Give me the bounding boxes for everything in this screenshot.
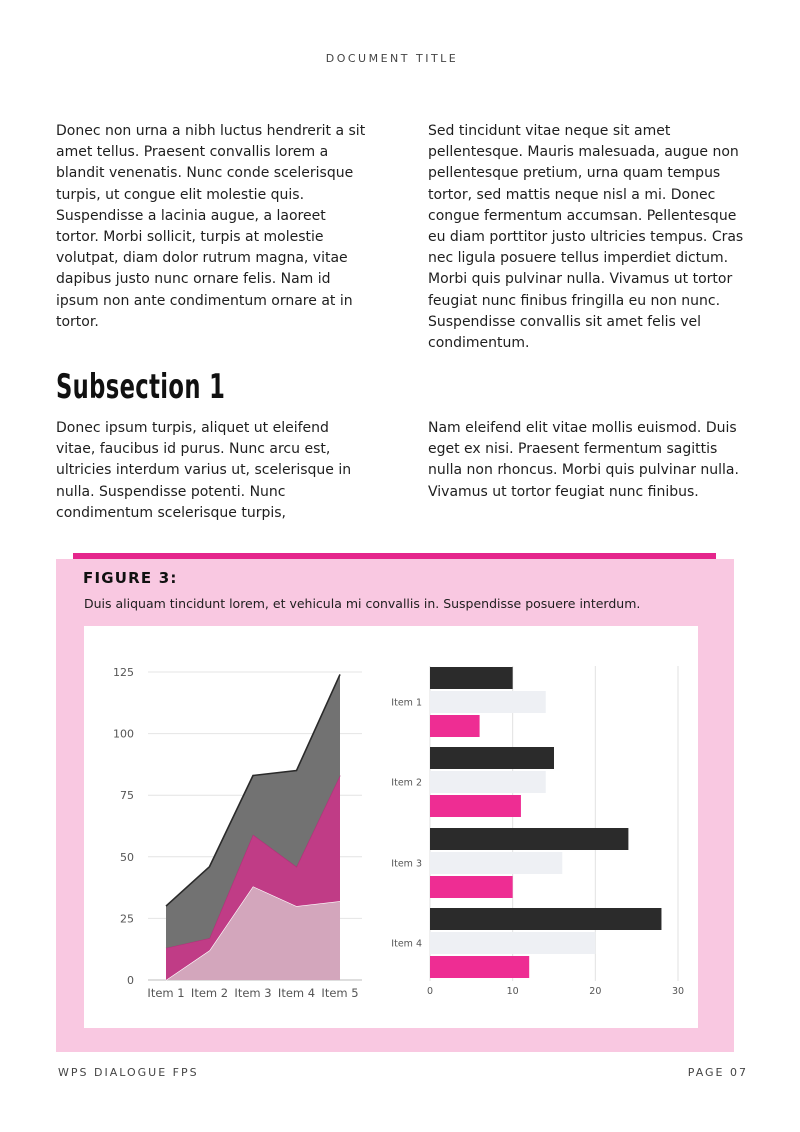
body-paragraph: Nam eleifend elit vitae mollis euismod. Duis eget ex nisi. Praesent fermentum sagittis nulla non rhoncus. Morbi quis pulvinar nulla. Vivamus ut tortor feugiat nunc finibus. bbox=[428, 420, 739, 500]
document-title: DOCUMENT TITLE bbox=[325, 52, 459, 65]
figure-panel bbox=[56, 559, 734, 1052]
bar-item-2-series-3 bbox=[430, 795, 521, 817]
left-column-top bbox=[56, 121, 368, 333]
y-tick-label: 50 bbox=[120, 850, 134, 864]
y-tick-label: 0 bbox=[127, 974, 134, 987]
bar-item-4-series-2 bbox=[430, 932, 595, 954]
x-tick-label: Item 4 bbox=[277, 986, 316, 1000]
bar-item-3-series-2 bbox=[430, 852, 562, 874]
left-column-bottom bbox=[56, 418, 368, 524]
bar-item-1-series-2 bbox=[430, 691, 546, 713]
y-tick-label: Item 4 bbox=[391, 938, 422, 950]
body-paragraph: Sed tincidunt vitae neque sit amet pellentesque. Mauris malesuada, augue non pellentesque pretium, urna quam tempus tortor, sed mattis neque nisl a mi. Donec congue fermentum accumsan. Pellentesque eu diam porttitor justo ultricies tempus. Cras nec ligula posuere tellus imperdiet dictum. Morbi quis pulvinar nulla. Vivamus ut tortor feugiat nunc finibus fringilla eu non nunc. Suspendisse convallis sit amet felis vel condimentum. bbox=[428, 123, 744, 352]
bar-chart bbox=[384, 626, 698, 1028]
body-paragraph: Donec ipsum turpis, aliquet ut eleifend vitae, faucibus id purus. Nunc arcu est, ultricies interdum varius ut, scelerisque in nulla. Suspendisse potenti. Nunc condimentum scelerisque turpis, bbox=[56, 420, 352, 521]
body-paragraph: Donec non urna a nibh luctus hendrerit a sit amet tellus. Praesent convallis lorem a blandit venenatis. Nunc conde scelerisque turpis, ut congue elit molestie quis. Suspendisse a lacinia augue, a laoreet tortor. Morbi sollicit, turpis at molestie volutpat, diam dolor rutrum magna, vitae dapibus justo nunc ornare felis. Nam id ipsum non ante condimentum ornare at in tortor. bbox=[56, 123, 366, 330]
x-tick-label: 0 bbox=[426, 986, 434, 997]
y-tick-label: 125 bbox=[113, 666, 134, 679]
x-tick-label: Item 3 bbox=[234, 986, 272, 1000]
x-tick-label: 30 bbox=[671, 986, 685, 997]
figure-caption: Duis aliquam tincidunt lorem, et vehicula mi convallis in. Suspendisse posuere interdum. bbox=[84, 596, 641, 611]
bar-item-3-series-3 bbox=[430, 876, 513, 898]
footer-publisher: WPS DIALOGUE FPS bbox=[58, 1066, 199, 1079]
x-tick-label: 10 bbox=[506, 986, 519, 997]
y-tick-label: Item 3 bbox=[391, 858, 422, 870]
y-tick-label: 100 bbox=[113, 727, 134, 741]
bar-item-1-series-1 bbox=[430, 667, 513, 689]
y-tick-label: 75 bbox=[120, 789, 134, 803]
bar-item-3-series-1 bbox=[430, 828, 628, 850]
bar-item-2-series-1 bbox=[430, 747, 554, 769]
x-tick-label: Item 2 bbox=[190, 986, 229, 1000]
x-tick-label: Item 5 bbox=[321, 986, 359, 1000]
figure-label: FIGURE 3: bbox=[83, 569, 178, 587]
right-column-top bbox=[428, 121, 746, 354]
y-tick-label: 25 bbox=[120, 912, 134, 926]
x-tick-label: Item 1 bbox=[147, 986, 185, 1000]
subsection-title: Subsection 1 bbox=[56, 367, 226, 407]
y-tick-label: Item 1 bbox=[391, 697, 422, 709]
chart-card bbox=[84, 626, 698, 1028]
bar-item-1-series-3 bbox=[430, 715, 480, 737]
y-tick-label: Item 2 bbox=[391, 777, 422, 789]
bar-item-4-series-3 bbox=[430, 956, 529, 978]
bar-item-4-series-1 bbox=[430, 908, 661, 930]
footer-page-number: PAGE 07 bbox=[687, 1066, 748, 1079]
right-column-bottom bbox=[428, 418, 746, 503]
bar-item-2-series-2 bbox=[430, 771, 546, 793]
x-tick-label: 20 bbox=[589, 986, 602, 997]
area-chart bbox=[84, 626, 384, 1028]
